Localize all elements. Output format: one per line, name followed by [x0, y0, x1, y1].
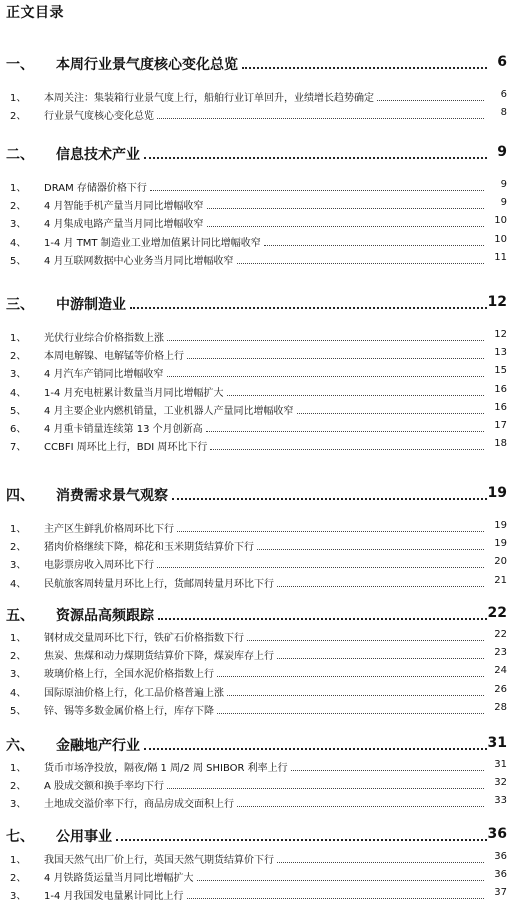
toc-item-row[interactable] [0, 758, 513, 773]
toc-item-row[interactable] [0, 106, 513, 121]
item-page-number: 20 [494, 556, 507, 568]
dot-leader [207, 207, 484, 209]
dot-leader [277, 861, 484, 863]
dot-leader [172, 497, 487, 500]
item-number: 3、 [10, 219, 27, 231]
item-page-number: 36 [494, 869, 507, 881]
item-page-number: 13 [494, 347, 507, 359]
dot-leader [217, 675, 484, 677]
item-page-number: 10 [494, 215, 507, 227]
section-leader [56, 735, 491, 754]
item-leader [44, 365, 487, 380]
item-number: 4、 [10, 578, 27, 590]
item-number: 1、 [10, 633, 27, 644]
item-page-number: 18 [494, 438, 507, 450]
item-page-number: 16 [494, 383, 507, 395]
section-number: 五、 [6, 608, 34, 624]
item-leader [44, 384, 487, 399]
item-number: 2、 [10, 111, 27, 123]
item-number: 4、 [10, 237, 27, 249]
section-number: 七、 [6, 829, 34, 845]
item-number: 2、 [10, 351, 27, 363]
item-title: 猪肉价格继续下降，棉花和玉米期货结算价下行 [44, 542, 254, 554]
section-page-number: 22 [487, 605, 507, 621]
item-number: 1、 [10, 333, 27, 344]
item-title: 主产区生鲜乳价格周环比下行 [44, 524, 174, 535]
item-page-number: 16 [494, 401, 507, 413]
section-leader [56, 605, 491, 624]
item-leader [44, 520, 487, 535]
toc-item-row[interactable] [0, 214, 513, 229]
toc-section-row[interactable] [0, 733, 513, 755]
toc-item-row[interactable] [0, 383, 513, 398]
item-number: 6、 [10, 424, 27, 435]
item-leader [44, 420, 487, 435]
toc-item-row[interactable] [0, 701, 513, 716]
toc-item-row[interactable] [0, 683, 513, 698]
item-number: 2、 [10, 542, 27, 554]
item-number: 5、 [10, 705, 27, 717]
item-page-number: 31 [494, 759, 507, 770]
dot-leader [237, 262, 484, 264]
item-leader [44, 795, 487, 810]
item-number: 1、 [10, 524, 27, 535]
item-number: 3、 [10, 799, 27, 811]
item-title: A 股成交额和换手率均下行 [44, 781, 165, 793]
item-page-number: 15 [494, 365, 507, 377]
toc-section-row[interactable] [0, 824, 513, 846]
toc-item-row[interactable] [0, 850, 513, 865]
item-leader [44, 629, 487, 644]
item-leader [44, 107, 487, 122]
item-number: 1、 [10, 183, 27, 194]
item-leader [44, 777, 487, 792]
item-title: 电影票房收入周环比下行 [44, 560, 154, 572]
section-title: 本周行业景气度核心变化总览 [56, 54, 240, 74]
item-leader [44, 575, 487, 590]
item-title: 4 月铁路货运量当月同比增幅扩大 [44, 873, 194, 885]
item-title: DRAM 存储器价格下行 [44, 183, 147, 194]
item-number: 3、 [10, 891, 27, 903]
dot-leader [291, 769, 484, 771]
item-title: 钢材成交量周环比下行，铁矿石价格指数下行 [44, 633, 244, 644]
dot-leader [187, 897, 484, 899]
toc-item-row[interactable] [0, 251, 513, 266]
item-leader [44, 329, 487, 344]
item-title: 焦炭、焦煤和动力煤期货结算价下降，煤炭库存上行 [44, 651, 274, 663]
item-number: 2、 [10, 873, 27, 885]
section-page-number: 6 [497, 54, 507, 70]
section-leader [56, 485, 491, 504]
item-leader [44, 347, 487, 362]
item-page-number: 37 [494, 887, 507, 899]
item-page-number: 32 [494, 777, 507, 789]
item-title: 1-4 月 TMT 制造业工业增加值累计同比增幅收窄 [44, 237, 261, 249]
item-title: 玻璃价格上行，全国水泥价格指数上行 [44, 669, 214, 681]
dot-leader [247, 639, 484, 641]
item-leader [44, 869, 487, 884]
toc-item-row[interactable] [0, 364, 513, 379]
item-title: 本周关注：集装箱行业景气度上行，船舶行业订单回升，业绩增长趋势确定 [44, 93, 374, 104]
item-page-number: 12 [494, 329, 507, 340]
toc-section-row[interactable] [0, 142, 513, 164]
item-leader [44, 887, 487, 902]
item-page-number: 23 [494, 647, 507, 659]
item-page-number: 21 [494, 574, 507, 586]
dot-leader [167, 375, 484, 377]
section-page-number: 9 [497, 144, 507, 160]
toc-item-row[interactable] [0, 628, 513, 643]
item-leader [44, 556, 487, 571]
toc-item-row[interactable] [0, 664, 513, 679]
item-title: 货币市场净投放，隔夜/隔 1 周/2 周 SHIBOR 利率上行 [44, 763, 288, 774]
dot-leader [297, 412, 484, 414]
item-leader [44, 179, 487, 194]
item-number: 1、 [10, 763, 27, 774]
dot-leader [207, 225, 484, 227]
toc-section-row[interactable] [0, 603, 513, 625]
toc-item-row[interactable] [0, 574, 513, 589]
dot-leader [144, 747, 487, 750]
section-title: 资源品高频跟踪 [56, 605, 156, 625]
item-leader [44, 252, 487, 267]
section-leader [56, 144, 491, 163]
item-page-number: 22 [494, 629, 507, 640]
item-number: 7、 [10, 442, 27, 454]
dot-leader [257, 548, 484, 550]
item-number: 2、 [10, 201, 27, 213]
dot-leader [177, 530, 484, 532]
dot-leader [157, 566, 484, 568]
toc-item-row[interactable] [0, 886, 513, 901]
dot-leader [242, 66, 487, 69]
item-title: 1-4 月我国发电量累计同比上行 [44, 891, 184, 903]
dot-leader [227, 394, 484, 396]
item-page-number: 6 [500, 89, 507, 100]
section-leader [56, 826, 491, 845]
toc-item-row[interactable] [0, 868, 513, 883]
item-title: CCBFI 周环比上行，BDI 周环比下行 [44, 442, 208, 454]
toc-item-row[interactable] [0, 419, 513, 434]
toc-item-row[interactable] [0, 776, 513, 791]
item-leader [44, 759, 487, 774]
item-leader [44, 438, 487, 453]
item-page-number: 28 [494, 701, 507, 713]
item-title: 土地成交溢价率下行，商品房成交面积上行 [44, 799, 234, 811]
item-page-number: 17 [494, 420, 507, 431]
item-page-number: 10 [494, 233, 507, 245]
section-title: 金融地产行业 [56, 735, 142, 755]
item-number: 1、 [10, 855, 27, 866]
section-title: 中游制造业 [56, 294, 128, 314]
dot-leader [150, 189, 484, 191]
item-number: 3、 [10, 369, 27, 381]
section-page-number: 36 [487, 826, 507, 842]
item-title: 4 月重卡销量连续第 13 个月创新高 [44, 424, 203, 435]
item-leader [44, 665, 487, 680]
dot-leader [264, 244, 484, 246]
item-leader [44, 197, 487, 212]
item-title: 1-4 月充电桩累计数量当月同比增幅扩大 [44, 387, 224, 399]
toc-item-row[interactable] [0, 794, 513, 809]
section-leader [56, 54, 491, 73]
dot-leader [157, 117, 484, 119]
item-page-number: 24 [494, 665, 507, 677]
item-page-number: 19 [494, 538, 507, 550]
dot-leader [158, 617, 487, 620]
section-leader [56, 294, 491, 313]
item-title: 4 月主要企业内燃机销量，工业机器人产量同比增幅收窄 [44, 405, 294, 417]
item-title: 锌、锡等多数金属价格上行，库存下降 [44, 705, 214, 717]
toc-item-row[interactable] [0, 328, 513, 343]
item-number: 3、 [10, 669, 27, 681]
item-title: 4 月互联网数据中心业务当月同比增幅收窄 [44, 255, 234, 267]
section-title: 消费需求景气观察 [56, 485, 170, 505]
toc-item-row[interactable] [0, 88, 513, 103]
toc-section-row[interactable] [0, 52, 513, 74]
item-leader [44, 234, 487, 249]
dot-leader [197, 879, 484, 881]
toc-item-row[interactable] [0, 646, 513, 661]
item-title: 4 月汽车产销同比增幅收窄 [44, 369, 164, 381]
item-number: 2、 [10, 651, 27, 663]
section-title: 信息技术产业 [56, 144, 142, 164]
item-number: 4、 [10, 687, 27, 699]
section-number: 三、 [6, 297, 34, 313]
item-title: 4 月智能手机产量当月同比增幅收窄 [44, 201, 204, 213]
item-number: 5、 [10, 405, 27, 417]
section-number: 一、 [6, 57, 34, 73]
dot-leader [217, 712, 484, 714]
item-title: 4 月集成电路产量当月同比增幅收窄 [44, 219, 204, 231]
item-title: 我国天然气出厂价上行，英国天然气期货结算价下行 [44, 855, 274, 866]
dot-leader [187, 357, 484, 359]
toc-item-row[interactable] [0, 196, 513, 211]
item-page-number: 26 [494, 683, 507, 695]
dot-leader [116, 838, 487, 841]
item-page-number: 36 [494, 851, 507, 862]
toc-item-row[interactable] [0, 555, 513, 570]
item-title: 行业景气度核心变化总览 [44, 111, 154, 123]
item-title: 本周电解镍、电解锰等价格上行 [44, 351, 184, 363]
item-page-number: 9 [500, 197, 507, 209]
dot-leader [206, 430, 484, 432]
dot-leader [167, 787, 484, 789]
item-leader [44, 215, 487, 230]
item-leader [44, 702, 487, 717]
item-leader [44, 402, 487, 417]
dot-leader [377, 99, 484, 101]
item-title: 光伏行业综合价格指数上涨 [44, 333, 164, 344]
item-title: 国际原油价格上行，化工品价格普遍上涨 [44, 687, 224, 699]
section-number: 六、 [6, 738, 34, 754]
item-page-number: 33 [494, 795, 507, 807]
item-leader [44, 538, 487, 553]
section-number: 四、 [6, 488, 34, 504]
section-title: 公用事业 [56, 826, 114, 846]
toc-item-row[interactable] [0, 401, 513, 416]
item-page-number: 8 [500, 107, 507, 119]
item-leader [44, 89, 487, 104]
dot-leader [277, 657, 484, 659]
toc-section-row[interactable] [0, 483, 513, 505]
dot-leader [167, 339, 484, 341]
dot-leader [227, 694, 484, 696]
dot-leader [144, 156, 487, 159]
toc-item-row[interactable] [0, 537, 513, 552]
item-number: 3、 [10, 560, 27, 572]
toc-heading: 正文目录 [6, 5, 64, 21]
toc-section-row[interactable] [0, 292, 513, 314]
toc-item-row[interactable] [0, 346, 513, 361]
item-leader [44, 647, 487, 662]
item-page-number: 11 [494, 251, 507, 263]
section-number: 二、 [6, 147, 34, 163]
item-leader [44, 684, 487, 699]
toc-item-row[interactable] [0, 519, 513, 534]
item-leader [44, 851, 487, 866]
toc-item-row[interactable] [0, 178, 513, 193]
section-page-number: 19 [487, 485, 507, 501]
item-number: 1、 [10, 93, 27, 104]
dot-leader [237, 805, 484, 807]
item-number: 5、 [10, 255, 27, 267]
item-page-number: 9 [500, 179, 507, 190]
section-page-number: 12 [487, 294, 507, 310]
item-page-number: 19 [494, 520, 507, 531]
item-number: 4、 [10, 387, 27, 399]
dot-leader [210, 448, 484, 450]
toc-item-row[interactable] [0, 437, 513, 452]
dot-leader [130, 306, 487, 309]
section-page-number: 31 [487, 735, 507, 751]
toc-item-row[interactable] [0, 233, 513, 248]
item-number: 2、 [10, 781, 27, 793]
item-title: 民航旅客周转量月环比上行，货邮周转量月环比下行 [44, 578, 274, 590]
dot-leader [277, 585, 484, 587]
